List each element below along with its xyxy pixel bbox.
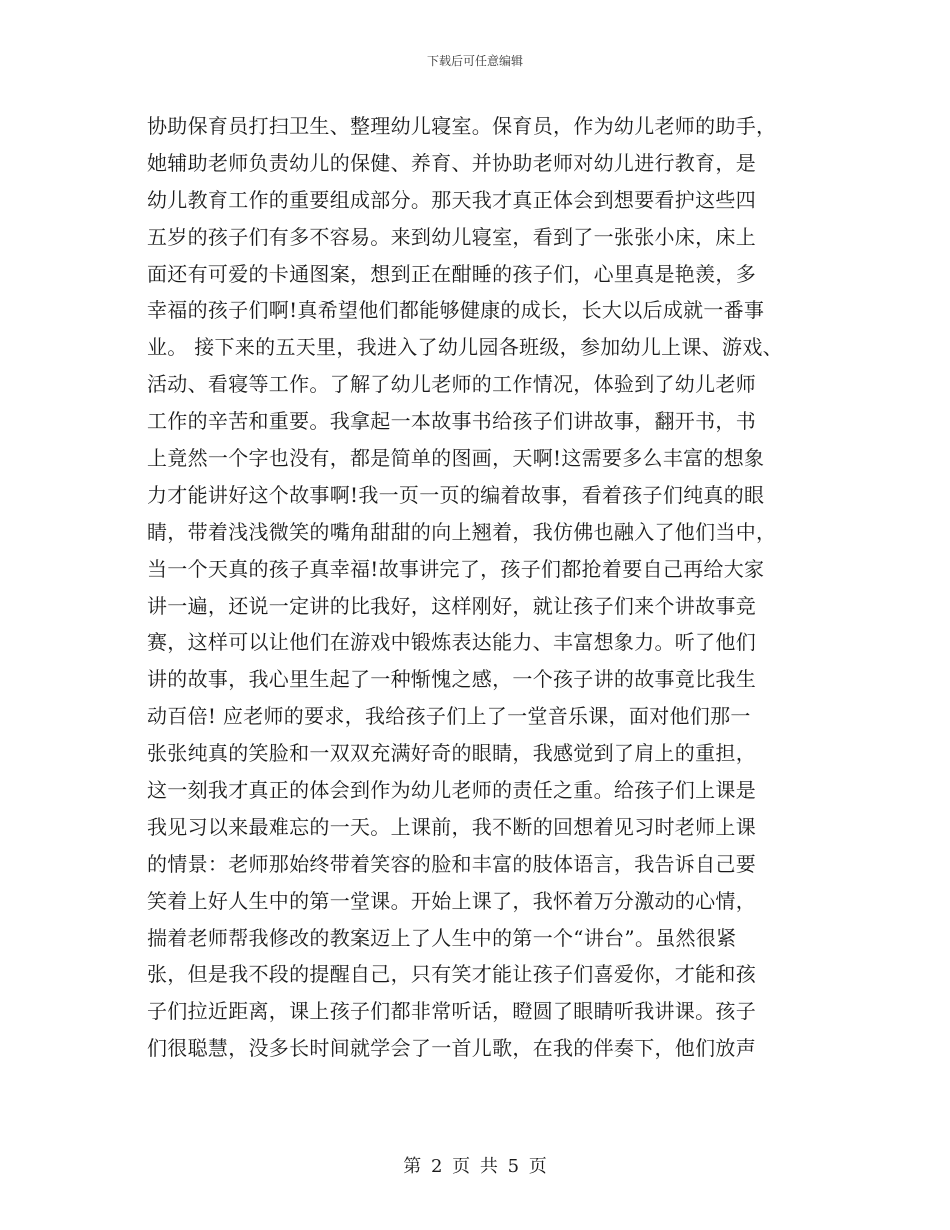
text-line: 五岁的孩子们有多不容易。来到幼儿寝室，看到了一张张小床，床上 xyxy=(147,224,756,249)
text-line: 张张纯真的笑脸和一双双充满好奇的眼睛，我感觉到了肩上的重担， xyxy=(147,741,756,766)
text-line: 这一刻我才真正的体会到作为幼儿老师的责任之重。给孩子们上课是 xyxy=(147,778,756,803)
text-line: 当一个天真的孩子真幸福!故事讲完了，孩子们都抢着要自己再给大家 xyxy=(147,556,765,581)
text-line: 子们拉近距离，课上孩子们都非常听话，瞪圆了眼睛听我讲课。孩子 xyxy=(147,999,756,1024)
text-line: 面还有可爱的卡通图案，想到正在酣睡的孩子们，心里真是艳羡，多 xyxy=(147,261,756,286)
text-line: 工作的辛苦和重要。我拿起一本故事书给孩子们讲故事，翻开书，书 xyxy=(147,409,756,434)
text-line: 协助保育员打扫卫生、整理幼儿寝室。保育员，作为幼儿老师的助手， xyxy=(147,114,777,138)
text-line: 我见习以来最难忘的一天。上课前，我不断的回想着见习时老师上课 xyxy=(147,814,756,839)
text-line: 活动、看寝等工作。了解了幼儿老师的工作情况，体验到了幼儿老师 xyxy=(147,372,756,397)
page-number-footer: 第 2 页 共 5 页 xyxy=(403,1156,547,1177)
text-line: 讲一遍，还说一定讲的比我好，这样刚好，就让孩子们来个讲故事竞 xyxy=(147,593,756,618)
text-line: 幸福的孩子们啊!真希望他们都能够健康的成长，长大以后成就一番事 xyxy=(147,298,765,323)
text-line: 她辅助老师负责幼儿的保健、养育、并协助老师对幼儿进行教育，是 xyxy=(147,150,756,175)
text-line: 睛，带着浅浅微笑的嘴角甜甜的向上翘着，我仿佛也融入了他们当中， xyxy=(147,519,777,544)
text-line: 赛，这样可以让他们在游戏中锻炼表达能力、丰富想象力。听了他们 xyxy=(147,630,756,655)
page-header: 下载后可任意编辑 xyxy=(426,54,523,68)
text-line: 们很聪慧，没多长时间就学会了一首儿歌，在我的伴奏下，他们放声 xyxy=(147,1036,756,1061)
body-text xyxy=(147,108,807,1067)
text-line: 张，但是我不段的提醒自己，只有笑才能让孩子们喜爱你，才能和孩 xyxy=(147,962,756,987)
text-line: 揣着老师帮我修改的教案迈上了人生中的第一个“讲台”。虽然很紧 xyxy=(147,925,737,950)
text-line: 笑着上好人生中的第一堂课。开始上课了，我怀着万分激动的心情， xyxy=(147,888,756,913)
text-line: 讲的故事，我心里生起了一种惭愧之感，一个孩子讲的故事竟比我生 xyxy=(147,667,756,692)
text-line: 上竟然一个字也没有，都是简单的图画，天啊!这需要多么丰富的想象 xyxy=(147,446,765,471)
text-line: 的情景：老师那始终带着笑容的脸和丰富的肢体语言，我告诉自己要 xyxy=(147,851,756,876)
text-line: 业。 接下来的五天里，我进入了幼儿园各班级，参加幼儿上课、游戏、 xyxy=(147,335,783,360)
text-line: 幼儿教育工作的重要组成部分。那天我才真正体会到想要看护这些四 xyxy=(147,187,756,212)
text-line: 力才能讲好这个故事啊!我一页一页的编着故事，看着孩子们纯真的眼 xyxy=(147,482,765,507)
text-line: 动百倍! 应老师的要求，我给孩子们上了一堂音乐课，面对他们那一 xyxy=(147,704,751,729)
